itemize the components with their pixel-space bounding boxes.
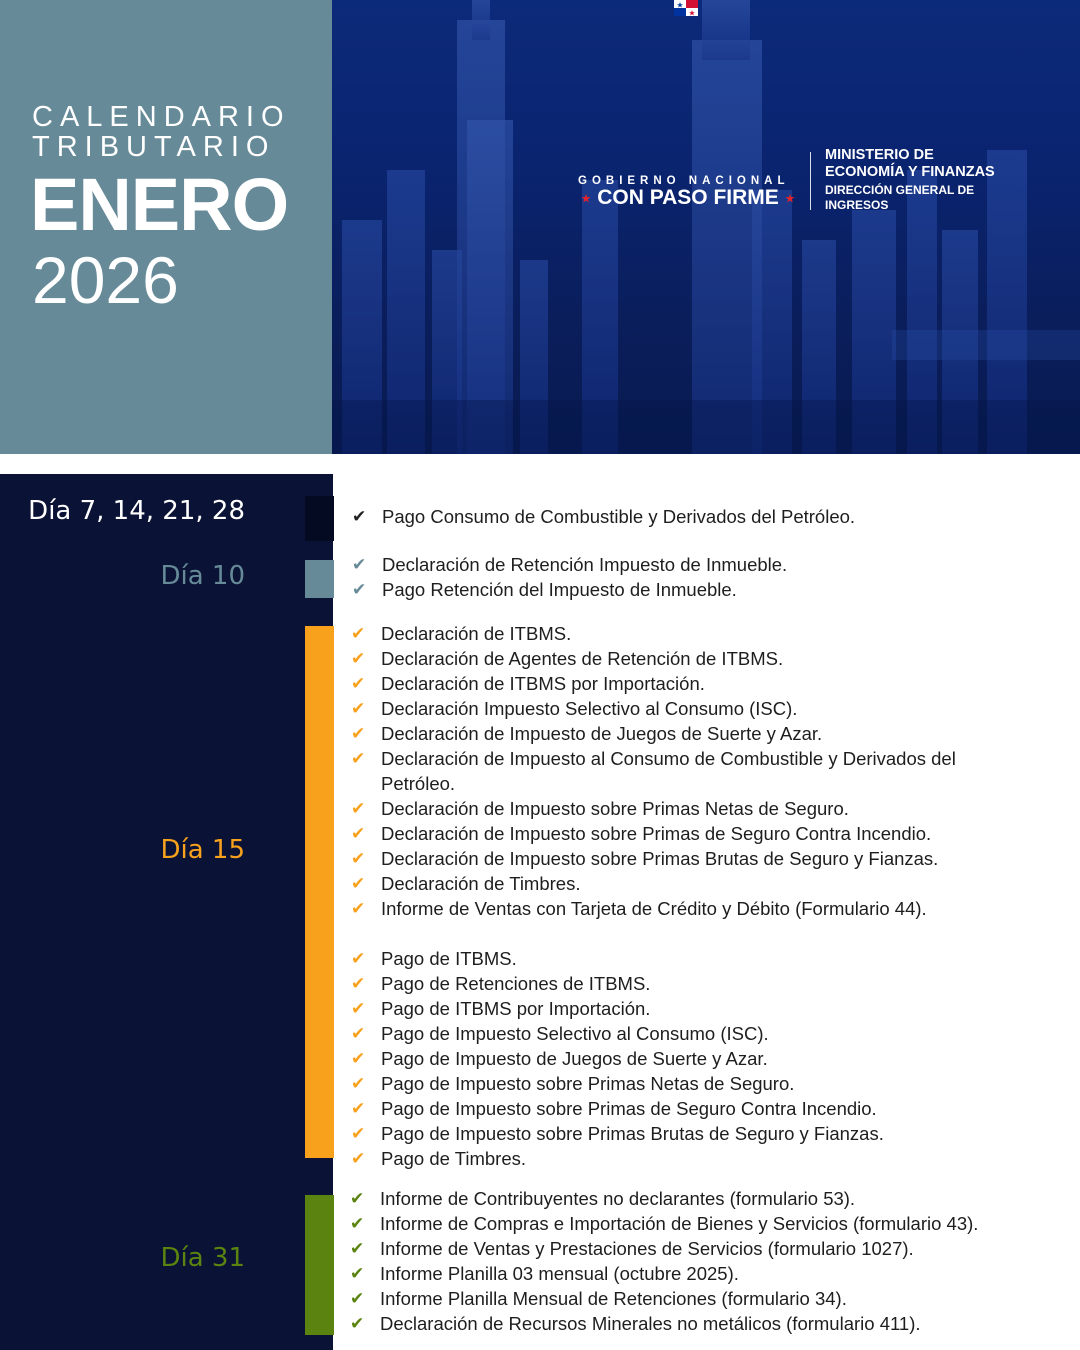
list-item: ✔ Declaración de Timbres.: [351, 873, 581, 894]
check-icon: ✔: [351, 1124, 366, 1143]
check-icon: ✔: [352, 555, 367, 574]
list-item: ✔ Informe de Ventas con Tarjeta de Crédito y Débito (Formulario 44).: [351, 898, 927, 919]
check-icon: ✔: [351, 1099, 366, 1118]
check-icon: ✔: [351, 624, 366, 643]
list-item: ✔ Declaración de Impuesto sobre Primas Netas de Seguro.: [351, 798, 849, 819]
list-item: ✔ Informe de Compras e Importación de Bienes y Servicios (formulario 43).: [350, 1213, 979, 1234]
title-line-1: CALENDARIO: [32, 101, 291, 133]
list-item: ✔ Informe Planilla 03 mensual (octubre 2025).: [350, 1263, 739, 1284]
check-icon: ✔: [350, 1214, 365, 1233]
list-item: ✔ Declaración de Impuesto sobre Primas Brutas de Seguro y Fianzas.: [351, 848, 939, 869]
red-star-icon: ★: [580, 191, 592, 206]
check-icon: ✔: [351, 949, 366, 968]
check-icon: ✔: [350, 1314, 365, 1333]
check-icon: ✔: [352, 507, 367, 526]
list-item: ✔ Declaración de Recursos Minerales no metálicos (formulario 411).: [350, 1313, 921, 1334]
day-label-15: Día 15: [160, 835, 245, 865]
list-item: ✔ Pago de Impuesto de Juegos de Suerte y Azar.: [351, 1048, 768, 1069]
day-label-7-14-21-28: Día 7, 14, 21, 28: [28, 496, 245, 526]
title-panel: [0, 0, 332, 454]
check-icon: ✔: [350, 1189, 365, 1208]
list-item: ✔ Pago de Retenciones de ITBMS.: [351, 973, 651, 994]
red-star-icon: ★: [784, 191, 796, 206]
gov-label-top: GOBIERNO NACIONAL: [578, 175, 790, 187]
list-item: ✔ Pago de ITBMS por Importación.: [351, 998, 651, 1019]
check-icon: ✔: [351, 974, 366, 993]
list-item: ✔ Pago de ITBMS.: [351, 948, 517, 969]
list-item: ✔ Declaración de Impuesto al Consumo de Combustible y Derivados del Petróleo.: [351, 748, 956, 794]
header-banner: [0, 0, 1080, 454]
check-icon: ✔: [351, 699, 366, 718]
ministry-line-1: MINISTERIO DE: [825, 147, 934, 163]
list-item: ✔ Pago de Impuesto sobre Primas Netas de Seguro.: [351, 1073, 795, 1094]
list-item: ✔ Informe de Ventas y Prestaciones de Servicios (formulario 1027).: [350, 1238, 914, 1259]
list-item: ✔ Informe de Contribuyentes no declarantes (formulario 53).: [350, 1188, 856, 1209]
check-icon: ✔: [351, 849, 366, 868]
gov-slogan-text: CON PASO FIRME: [597, 186, 779, 209]
gov-slogan: [578, 186, 798, 210]
list-item: ✔ Pago de Impuesto sobre Primas Brutas de Seguro y Fianzas.: [351, 1123, 884, 1144]
year-title: 2026: [32, 243, 179, 317]
panama-flag-icon: [674, 0, 698, 16]
check-icon: ✔: [351, 1074, 366, 1093]
check-icon: ✔: [351, 1049, 366, 1068]
check-icon: ✔: [350, 1239, 365, 1258]
list-item: ✔ Pago de Timbres.: [351, 1148, 526, 1169]
list-item: ✔ Declaración de Retención Impuesto de Inmueble.: [352, 554, 788, 575]
list-item: ✔ Declaración de Impuesto sobre Primas de Seguro Contra Incendio.: [351, 823, 932, 844]
check-icon: ✔: [351, 724, 366, 743]
bar-day-15: [305, 626, 334, 1158]
check-icon: ✔: [352, 580, 367, 599]
check-icon: ✔: [351, 1149, 366, 1168]
check-icon: ✔: [351, 1024, 366, 1043]
bar-day-10: [305, 560, 334, 598]
bar-day-7: [305, 496, 334, 541]
city-skyline-image: [332, 0, 1080, 454]
check-icon: ✔: [351, 674, 366, 693]
check-icon: ✔: [351, 824, 366, 843]
check-icon: ✔: [351, 649, 366, 668]
list-item: ✔ Declaración Impuesto Selectivo al Consumo (ISC).: [351, 698, 798, 719]
ministry-line-2: ECONOMÍA Y FINANZAS: [825, 164, 995, 180]
check-icon: ✔: [351, 799, 366, 818]
list-item: ✔ Declaración de ITBMS.: [351, 623, 572, 644]
check-icon: ✔: [351, 999, 366, 1018]
day-label-31: Día 31: [160, 1243, 245, 1273]
check-icon: ✔: [351, 899, 366, 918]
list-item: ✔ Declaración de Impuesto de Juegos de Suerte y Azar.: [351, 723, 823, 744]
check-icon: ✔: [350, 1264, 365, 1283]
title-line-2: TRIBUTARIO: [32, 131, 276, 163]
list-item: ✔ Declaración de ITBMS por Importación.: [351, 673, 705, 694]
skyline-illustration: [332, 0, 1080, 454]
check-icon: ✔: [350, 1289, 365, 1308]
bar-day-31: [305, 1195, 334, 1335]
list-item: ✔ Pago de Impuesto Selectivo al Consumo (ISC).: [351, 1023, 769, 1044]
day-label-10: Día 10: [160, 561, 245, 591]
logo-divider: [810, 152, 811, 210]
direction-name: [825, 183, 974, 213]
list-item: ✔ Informe Planilla Mensual de Retenciones (formulario 34).: [350, 1288, 847, 1309]
month-title: ENERO: [30, 163, 289, 246]
check-icon: ✔: [351, 874, 366, 893]
list-item: ✔ Pago de Impuesto sobre Primas de Seguro Contra Incendio.: [351, 1098, 877, 1119]
list-item: ✔ Pago Consumo de Combustible y Derivados del Petróleo.: [352, 506, 856, 527]
list-item: ✔ Declaración de Agentes de Retención de ITBMS.: [351, 648, 784, 669]
check-icon: ✔: [351, 749, 366, 768]
direction-line-2: INGRESOS: [825, 198, 889, 212]
direction-line-1: DIRECCIÓN GENERAL DE: [825, 183, 975, 197]
list-item: ✔ Pago Retención del Impuesto de Inmueble.: [352, 579, 737, 600]
day-column: [0, 474, 333, 1350]
ministry-name: [825, 147, 995, 181]
